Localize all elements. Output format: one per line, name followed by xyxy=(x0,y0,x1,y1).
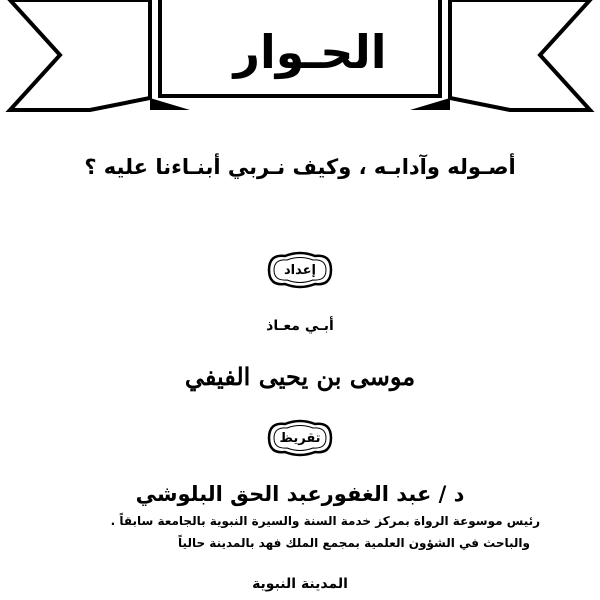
book-subtitle: أصـوله وآدابـه ، وكيف نـربي أبنـاءنا عليه ؟ xyxy=(84,155,516,179)
author-name: موسى بن يحيى الفيفي xyxy=(184,362,416,391)
title-banner xyxy=(0,0,600,120)
publication-city: المدينة النبوية xyxy=(252,576,348,592)
prepared-by-label: إعداد xyxy=(284,262,316,278)
presenter-name: د / عبد الغفورعبد الحق البلوشي xyxy=(135,482,465,506)
foreword-cartouche xyxy=(263,418,337,458)
presenter-description-1: رئيس موسوعة الرواة بمركز خدمة السنة والسيرة النبوية بالجامعة سابقاً . xyxy=(110,514,540,528)
presenter-description-2: والباحث في الشؤون العلمية بمجمع الملك فهد بالمدينة حالياً xyxy=(178,536,530,550)
author-kunya: أبـي معـاذ xyxy=(266,318,334,334)
foreword-label: تقريظ xyxy=(279,430,321,446)
prepared-by-cartouche xyxy=(263,250,337,290)
book-title: الحـوار xyxy=(233,25,387,79)
